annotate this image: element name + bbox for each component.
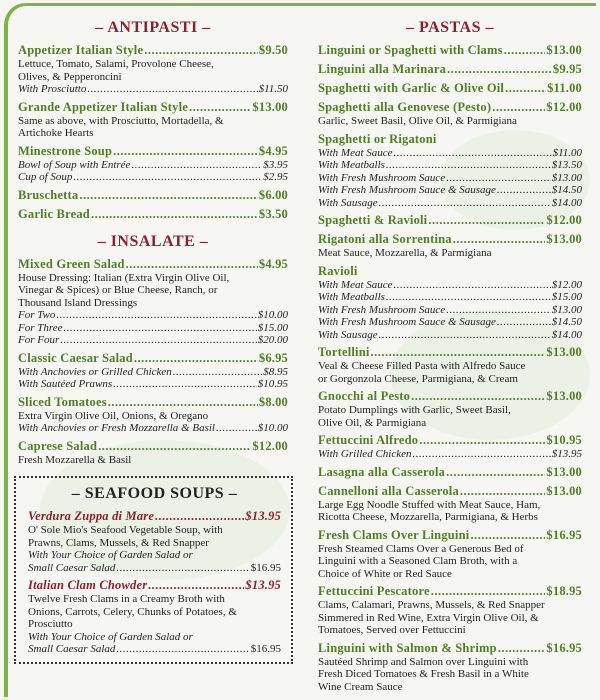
item-name-row bbox=[318, 433, 582, 448]
item-name-row bbox=[28, 578, 281, 593]
item-price: $16.95 bbox=[546, 527, 582, 542]
dot-leader bbox=[56, 309, 256, 322]
menu-item bbox=[318, 528, 582, 581]
item-name-row bbox=[18, 100, 288, 115]
item-price: $4.95 bbox=[258, 143, 288, 158]
item-option bbox=[18, 159, 288, 172]
item-name-row bbox=[318, 641, 582, 656]
menu-item bbox=[318, 433, 582, 461]
item-label: For Two bbox=[18, 309, 56, 321]
item-option bbox=[318, 329, 582, 342]
item-description: Fresh Mozzarella & Basil bbox=[18, 453, 132, 466]
dot-leader bbox=[64, 322, 257, 335]
item-label: Classic Caesar Salad bbox=[18, 350, 133, 365]
item-name-row bbox=[18, 257, 288, 272]
item-description: Linguini with a Seasoned Clam Broth, with a bbox=[318, 555, 518, 567]
item-description: Tomatoes, Served over Fettuccini bbox=[318, 624, 466, 636]
item-name-row bbox=[318, 43, 582, 58]
dot-leader bbox=[113, 378, 257, 391]
menu-item bbox=[318, 484, 582, 524]
menu-item bbox=[18, 257, 288, 347]
dot-leader bbox=[453, 232, 546, 247]
item-price: $15.00 bbox=[551, 291, 582, 303]
item-label: With Fresh Mushroom Sauce & Sausage bbox=[318, 316, 496, 328]
dot-leader bbox=[216, 422, 257, 435]
dot-leader bbox=[379, 197, 551, 210]
dot-leader bbox=[173, 366, 262, 379]
item-label: With Sautéed Prawns bbox=[18, 378, 113, 390]
item-name-row bbox=[18, 144, 288, 159]
item-label: Linguini or Spaghetti with Clams bbox=[318, 43, 503, 57]
item-label: Bruschetta bbox=[18, 187, 79, 202]
item-description: Onions, Carrots, Celery, Chunks of Potatoes, & bbox=[28, 605, 237, 618]
item-price: $3.95 bbox=[263, 158, 288, 171]
dot-leader bbox=[131, 159, 262, 172]
item-label: Fettuccini Pescatore bbox=[318, 584, 430, 598]
item-label: With Meatballs bbox=[318, 159, 385, 171]
dot-leader bbox=[379, 329, 551, 342]
dot-leader bbox=[460, 484, 546, 499]
menu-item bbox=[28, 509, 281, 574]
item-description: Twelve Fresh Clams in a Creamy Broth with bbox=[28, 593, 225, 605]
item-name-row bbox=[318, 465, 582, 480]
item-option bbox=[318, 304, 582, 317]
item-name-row bbox=[318, 484, 582, 499]
item-option bbox=[318, 291, 582, 304]
item-option bbox=[28, 562, 281, 575]
item-label: Linguini with Salmon & Shrimp bbox=[318, 640, 497, 655]
dot-leader bbox=[505, 81, 546, 96]
item-description: Same as above, with Prosciutto, Mortadella, & bbox=[18, 114, 224, 127]
item-price: $14.50 bbox=[551, 184, 582, 196]
item-price: $10.00 bbox=[257, 422, 288, 434]
item-description: Large Egg Noodle Stuffed with Meat Sauce, Ham, bbox=[318, 498, 541, 511]
menu-item bbox=[318, 62, 582, 77]
menu-item bbox=[318, 213, 582, 228]
dot-leader bbox=[386, 291, 551, 304]
item-price: $14.00 bbox=[551, 196, 582, 209]
item-price: $13.00 bbox=[546, 345, 582, 359]
item-label: Grande Appetizer Italian Style bbox=[18, 99, 189, 114]
dot-leader bbox=[504, 43, 546, 58]
dot-leader bbox=[447, 62, 552, 77]
item-description: or Gorgonzola Cheese, Parmigiana, & Cream bbox=[318, 372, 518, 385]
item-description: Olive Oil, & Parmigiana bbox=[318, 416, 427, 429]
item-option bbox=[318, 184, 582, 197]
item-name-row bbox=[28, 509, 281, 524]
dot-leader bbox=[148, 578, 244, 593]
dot-leader bbox=[73, 171, 262, 184]
item-price: $13.95 bbox=[551, 448, 582, 460]
item-label: Garlic Bread bbox=[18, 206, 90, 221]
menu-item bbox=[18, 439, 288, 467]
item-price: $13.95 bbox=[245, 578, 281, 592]
item-option bbox=[18, 422, 288, 435]
item-price: $13.00 bbox=[546, 483, 582, 498]
item-option: With Your Choice of Garden Salad or bbox=[28, 549, 193, 561]
item-price: $6.95 bbox=[258, 350, 288, 365]
item-description: Lettuce, Tomato, Salami, Provolone Cheese, bbox=[18, 58, 214, 70]
item-option bbox=[18, 334, 288, 347]
item-price: $3.50 bbox=[258, 206, 288, 221]
item-heading: Spaghetti or Rigatoni bbox=[318, 131, 437, 146]
item-price: $9.95 bbox=[552, 62, 582, 76]
section-title: – INSALATE – bbox=[97, 232, 209, 250]
item-price: $16.95 bbox=[546, 640, 582, 655]
item-label: Minestrone Soup bbox=[18, 143, 113, 158]
menu-item bbox=[18, 207, 288, 222]
item-price: $13.00 bbox=[546, 464, 582, 479]
item-description: Vinegar & Spices) or Blue Cheese, Ranch, or bbox=[18, 284, 218, 296]
item-price: $13.00 bbox=[546, 232, 582, 246]
item-label: Cannelloni alla Casserola bbox=[318, 483, 459, 498]
dot-leader bbox=[126, 257, 258, 272]
item-price: $13.95 bbox=[245, 509, 281, 523]
item-price: $11.00 bbox=[552, 146, 582, 159]
item-label: Linguini alla Marinara bbox=[318, 62, 447, 76]
dot-leader bbox=[144, 43, 258, 58]
dot-leader bbox=[419, 433, 545, 448]
dot-leader bbox=[394, 279, 551, 292]
item-label: Caprese Salad bbox=[18, 438, 98, 453]
menu-item bbox=[318, 641, 582, 694]
item-price: $12.00 bbox=[252, 438, 288, 453]
item-name-row bbox=[18, 188, 288, 203]
item-price: $10.00 bbox=[257, 309, 288, 321]
dot-leader bbox=[386, 159, 551, 172]
item-option bbox=[318, 316, 582, 329]
dot-leader bbox=[60, 334, 257, 347]
item-price: $11.00 bbox=[547, 81, 582, 95]
item-description: Veal & Cheese Filled Pasta with Alfredo Sauce bbox=[318, 360, 526, 372]
item-price: $9.50 bbox=[258, 43, 288, 57]
section-title: – SEAFOOD SOUPS – bbox=[71, 485, 238, 502]
item-description: Simmered in Red Wine, Extra Virgin Olive Oil, & bbox=[318, 611, 539, 624]
dot-leader bbox=[134, 351, 258, 366]
item-option bbox=[18, 322, 288, 335]
item-name-row bbox=[18, 43, 288, 58]
item-label: Bowl of Soup with Entrée bbox=[18, 158, 131, 171]
item-label: With Prosciutto bbox=[18, 83, 87, 95]
item-label: For Four bbox=[18, 334, 60, 346]
dot-leader bbox=[87, 83, 257, 96]
item-option bbox=[18, 378, 288, 391]
menu-item bbox=[318, 100, 582, 128]
menu-item bbox=[318, 232, 582, 260]
item-option bbox=[318, 197, 582, 210]
dot-leader bbox=[498, 641, 546, 656]
item-label: Italian Clam Chowder bbox=[28, 578, 148, 592]
dot-leader bbox=[91, 207, 258, 222]
dot-leader bbox=[113, 144, 258, 159]
item-price: $16.95 bbox=[250, 643, 281, 655]
item-label: With Fresh Mushroom Sauce bbox=[318, 303, 446, 316]
item-name-row bbox=[18, 351, 288, 366]
item-name-row bbox=[318, 232, 582, 247]
item-price: $20.00 bbox=[257, 334, 288, 346]
item-option bbox=[18, 83, 288, 96]
dot-leader bbox=[428, 213, 545, 228]
item-label: Small Caesar Salad bbox=[28, 561, 116, 574]
item-price: $15.00 bbox=[257, 321, 288, 334]
menu-item bbox=[318, 465, 582, 480]
item-price: $13.50 bbox=[551, 159, 582, 171]
item-label: Spaghetti alla Genovese (Pesto) bbox=[318, 100, 492, 114]
item-description: Fresh Steamed Clams Over a Generous Bed of bbox=[318, 542, 524, 555]
left-column bbox=[18, 18, 288, 470]
item-description: O' Sole Mio's Seafood Vegetable Soup, with bbox=[28, 524, 223, 536]
dot-leader bbox=[98, 439, 251, 454]
item-description: House Dressing: Italian (Extra Virgin Olive Oil, bbox=[18, 271, 230, 284]
dot-leader bbox=[189, 100, 251, 115]
item-price: $18.95 bbox=[546, 584, 582, 598]
item-name-row bbox=[318, 100, 582, 115]
item-description: Prosciutto bbox=[28, 618, 73, 630]
menu-item bbox=[18, 100, 288, 140]
menu-item bbox=[18, 395, 288, 435]
dot-leader bbox=[394, 147, 552, 160]
item-description: Potato Dumplings with Garlic, Sweet Basil, bbox=[318, 404, 511, 416]
item-description: Artichoke Hearts bbox=[18, 127, 94, 139]
item-description: Prawns, Clams, Mussels, & Red Snapper bbox=[28, 536, 209, 549]
item-description: Wine Cream Sauce bbox=[318, 680, 403, 693]
dot-leader bbox=[155, 509, 244, 524]
dot-leader bbox=[412, 448, 550, 461]
item-name-row bbox=[318, 389, 582, 404]
menu-item bbox=[318, 132, 582, 210]
section-title: – PASTAS – bbox=[406, 19, 494, 36]
item-label: With Anchovies or Grilled Chicken bbox=[18, 365, 172, 378]
item-option: With Your Choice of Garden Salad or bbox=[28, 630, 193, 643]
menu-item bbox=[318, 43, 582, 58]
item-option bbox=[318, 159, 582, 172]
item-label: With Meat Sauce bbox=[318, 146, 393, 159]
menu-item bbox=[318, 584, 582, 637]
item-description: Olives, & Pepperoncini bbox=[18, 70, 122, 83]
item-label: Fresh Clams Over Linguini bbox=[318, 527, 470, 542]
item-label: With Sausage bbox=[318, 196, 378, 209]
item-label: With Grilled Chicken bbox=[318, 448, 412, 460]
dot-leader bbox=[446, 304, 551, 317]
item-price: $10.95 bbox=[257, 378, 288, 390]
dot-leader bbox=[497, 316, 551, 329]
item-price: $13.00 bbox=[252, 99, 288, 114]
item-name-row bbox=[318, 62, 582, 77]
item-label: With Sausage bbox=[318, 328, 378, 341]
item-name-row bbox=[318, 81, 582, 96]
item-option bbox=[28, 643, 281, 656]
dot-leader bbox=[470, 528, 545, 543]
item-description: Extra Virgin Olive Oil, Onions, & Oregano bbox=[18, 409, 209, 422]
item-label: Spaghetti with Garlic & Olive Oil bbox=[318, 81, 505, 95]
item-label: Verdura Zuppa di Mare bbox=[28, 509, 155, 523]
item-price: $11.50 bbox=[258, 83, 288, 95]
item-label: Cup of Soup bbox=[18, 171, 73, 183]
dot-leader bbox=[411, 389, 545, 404]
item-option bbox=[18, 366, 288, 379]
item-price: $14.00 bbox=[551, 328, 582, 341]
item-description: Fresh Diced Tomatoes & Fresh Basil in a White bbox=[318, 668, 529, 680]
dot-leader bbox=[79, 188, 258, 203]
item-price: $12.00 bbox=[546, 100, 582, 114]
dot-leader bbox=[497, 184, 551, 197]
item-label: With Anchovies or Fresh Mozzarella & Basil bbox=[18, 422, 215, 434]
item-name-row bbox=[18, 439, 288, 454]
menu-item bbox=[18, 43, 288, 96]
item-price: $16.95 bbox=[250, 561, 281, 574]
seafood-soups-box bbox=[14, 476, 293, 664]
item-price: $12.00 bbox=[551, 278, 582, 291]
dot-leader bbox=[116, 562, 249, 575]
menu-item bbox=[318, 264, 582, 342]
item-label: With Fresh Mushroom Sauce & Sausage bbox=[318, 184, 496, 196]
item-price: $13.00 bbox=[551, 171, 582, 184]
item-option bbox=[18, 309, 288, 322]
item-label: Rigatoni alla Sorrentina bbox=[318, 232, 452, 246]
menu-item bbox=[318, 345, 582, 385]
item-label: Tortellini bbox=[318, 345, 370, 359]
item-price: $10.95 bbox=[546, 433, 582, 447]
item-option bbox=[318, 279, 582, 292]
item-price: $13.00 bbox=[546, 43, 582, 57]
dot-leader bbox=[446, 172, 551, 185]
item-label: Gnocchi al Pesto bbox=[318, 389, 411, 403]
menu-item bbox=[18, 351, 288, 391]
item-price: $13.00 bbox=[551, 303, 582, 316]
item-label: For Three bbox=[18, 321, 63, 334]
item-name-row bbox=[318, 528, 582, 543]
dot-leader bbox=[492, 100, 545, 115]
item-price: $4.95 bbox=[258, 256, 288, 271]
item-label: Fettuccini Alfredo bbox=[318, 433, 419, 447]
item-label: Mixed Green Salad bbox=[18, 256, 125, 271]
item-label: With Fresh Mushroom Sauce bbox=[318, 171, 446, 184]
dot-leader bbox=[371, 345, 546, 360]
menu-item bbox=[28, 578, 281, 656]
item-price: $14.50 bbox=[551, 316, 582, 328]
right-column bbox=[318, 18, 582, 697]
item-option bbox=[318, 448, 582, 461]
item-name-row bbox=[318, 213, 582, 228]
item-label: Spaghetti & Ravioli bbox=[318, 213, 428, 227]
item-price: $8.95 bbox=[263, 365, 288, 378]
item-description: Sautéed Shrimp and Salmon over Linguini with bbox=[318, 655, 529, 668]
item-name-row bbox=[18, 207, 288, 222]
item-label: Lasagna alla Casserola bbox=[318, 464, 446, 479]
item-description: Garlic, Sweet Basil, Olive Oil, & Parmigiana bbox=[318, 115, 517, 127]
item-heading: Ravioli bbox=[318, 263, 358, 278]
item-name-row bbox=[18, 395, 288, 410]
dot-leader bbox=[431, 584, 546, 599]
dot-leader bbox=[116, 643, 249, 656]
item-label: Small Caesar Salad bbox=[28, 643, 116, 655]
item-label: Sliced Tomatoes bbox=[18, 394, 107, 409]
item-price: $12.00 bbox=[546, 213, 582, 227]
item-label: With Meatballs bbox=[318, 291, 385, 303]
item-price: $2.95 bbox=[263, 171, 288, 183]
dot-leader bbox=[108, 395, 258, 410]
menu-item bbox=[18, 188, 288, 203]
menu-item bbox=[18, 144, 288, 184]
section-title: – ANTIPASTI – bbox=[95, 19, 211, 36]
item-price: $6.00 bbox=[258, 187, 288, 202]
item-description: Meat Sauce, Mozzarella, & Parmigiana bbox=[318, 247, 492, 259]
dot-leader bbox=[446, 465, 545, 480]
item-price: $13.00 bbox=[546, 389, 582, 403]
item-price: $8.00 bbox=[258, 394, 288, 409]
menu-item bbox=[318, 389, 582, 429]
item-description: Thousand Island Dressings bbox=[18, 296, 138, 309]
item-name-row bbox=[318, 584, 582, 599]
item-description: Clams, Calamari, Prawns, Mussels, & Red Snapper bbox=[318, 599, 545, 611]
item-description: Choice of White or Red Sauce bbox=[318, 567, 452, 580]
item-option bbox=[18, 171, 288, 184]
item-name-row bbox=[318, 345, 582, 360]
item-description: Ricotta Cheese, Mozzarella, Parmigiana, & Herbs bbox=[318, 511, 538, 523]
item-label: With Meat Sauce bbox=[318, 278, 393, 291]
item-option bbox=[318, 172, 582, 185]
menu-item bbox=[318, 81, 582, 96]
item-option bbox=[318, 147, 582, 160]
item-label: Appetizer Italian Style bbox=[18, 43, 144, 57]
